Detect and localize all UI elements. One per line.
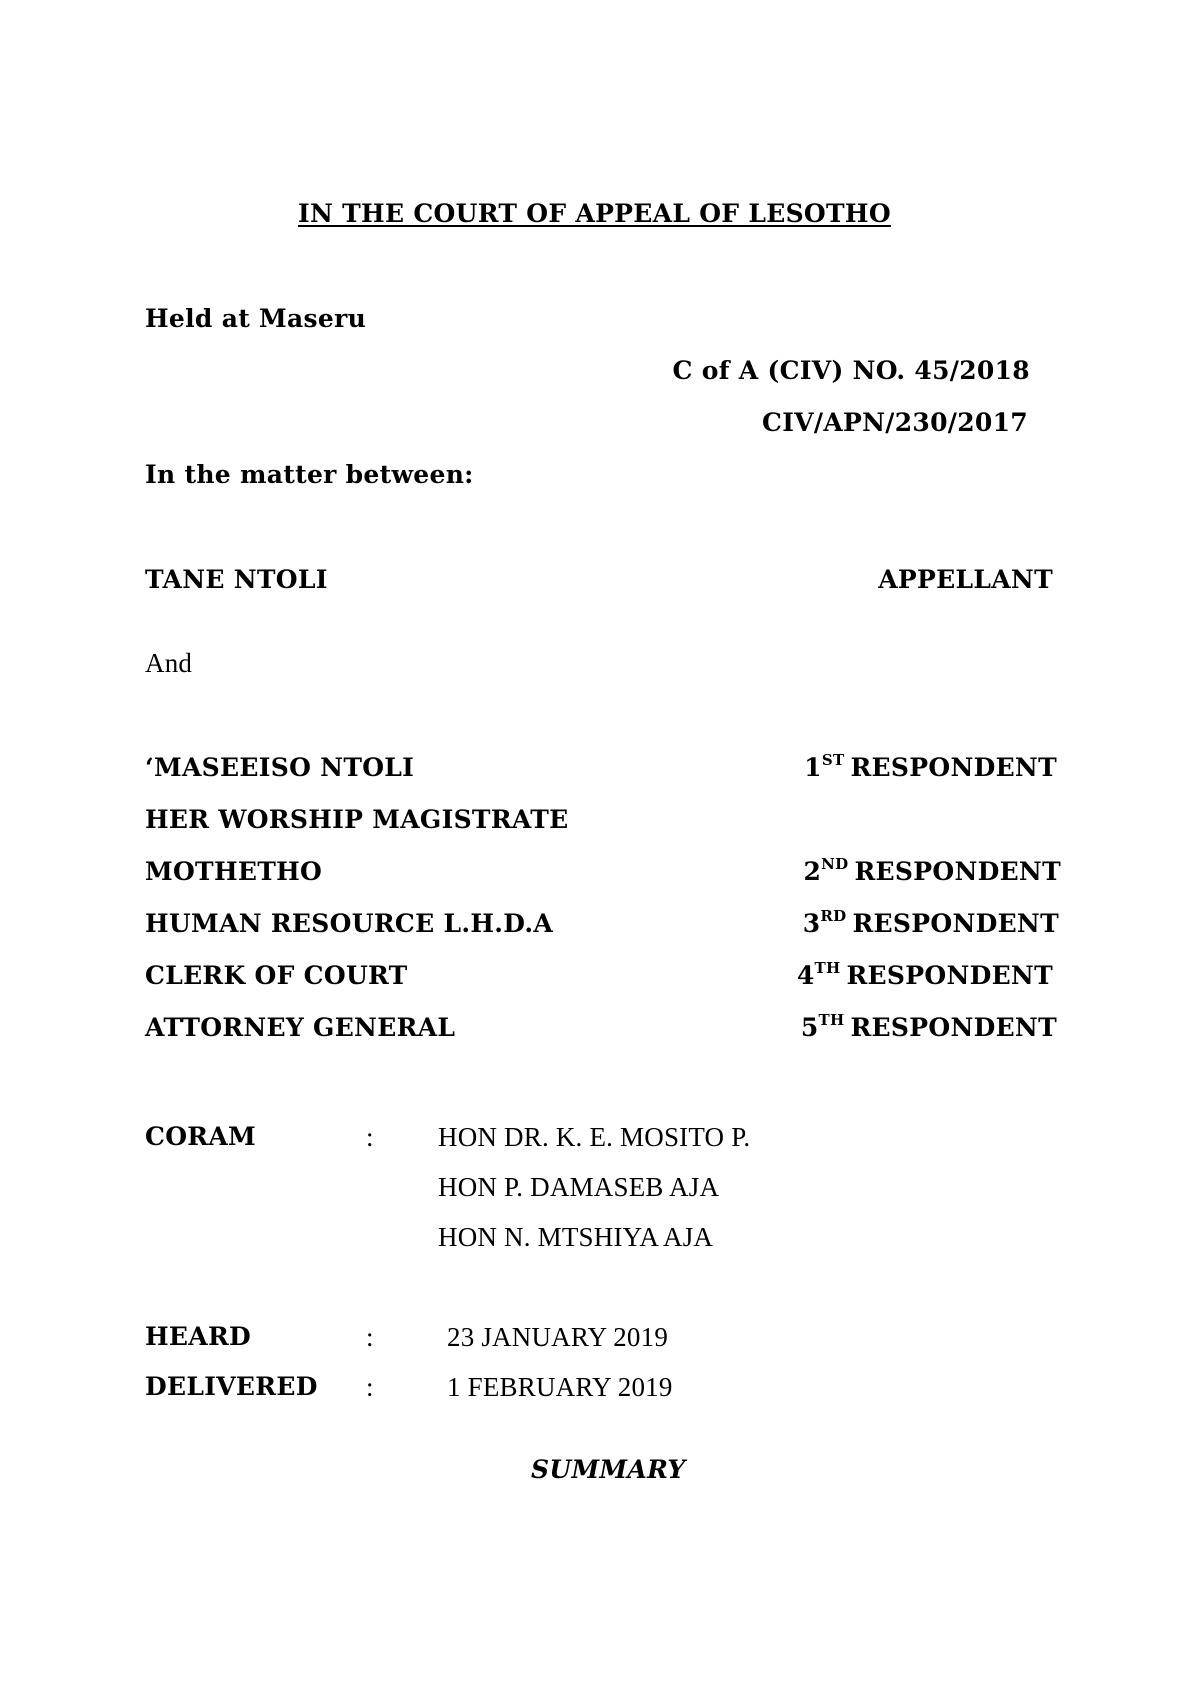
- coram-judge-1: HON DR. K. E. MOSITO P.: [438, 1122, 751, 1152]
- court-title: IN THE COURT OF APPEAL OF LESOTHO: [298, 199, 891, 228]
- coram-label: CORAM: [145, 1122, 257, 1151]
- respondent-5-name: ATTORNEY GENERAL: [145, 1013, 456, 1042]
- heard-label: HEARD: [145, 1322, 252, 1351]
- ordinal-suffix: TH: [818, 1011, 845, 1029]
- role-label: RESPONDENT: [846, 961, 1053, 990]
- summary-heading: SUMMARY: [531, 1455, 686, 1484]
- case-number-high-court: CIV/APN/230/2017: [762, 408, 1028, 437]
- role-label: RESPONDENT: [854, 857, 1061, 886]
- case-number-appeal: C of A (CIV) NO. 45/2018: [672, 356, 1030, 385]
- matter-between: In the matter between:: [145, 460, 474, 489]
- and-label: And: [145, 648, 193, 678]
- ordinal-suffix: TH: [814, 959, 841, 977]
- heard-date: 23 JANUARY 2019: [447, 1322, 669, 1352]
- coram-judge-2: HON P. DAMASEB AJA: [438, 1172, 720, 1202]
- respondent-1-role: [804, 753, 1057, 783]
- ordinal-number: 1: [804, 753, 822, 782]
- coram-colon: :: [366, 1122, 374, 1152]
- respondent-3-name: HUMAN RESOURCE L.H.D.A: [145, 909, 554, 938]
- respondent-4-role: [797, 961, 1053, 991]
- respondent-2-role: [803, 857, 1061, 887]
- ordinal-number: 3: [802, 909, 821, 938]
- ordinal-number: 2: [803, 857, 822, 886]
- ordinal-suffix: ST: [821, 751, 845, 769]
- delivered-label: DELIVERED: [145, 1372, 318, 1401]
- respondent-3-role: [803, 909, 1059, 939]
- respondent-2-name-line1: HER WORSHIP MAGISTRATE: [145, 805, 569, 834]
- ordinal-suffix: RD: [820, 907, 847, 925]
- held-at: Held at Maseru: [145, 304, 367, 333]
- appellant-role: APPELLANT: [878, 565, 1053, 594]
- role-label: RESPONDENT: [850, 1013, 1057, 1042]
- coram-judge-3: HON N. MTSHIYA AJA: [438, 1222, 714, 1252]
- respondent-5-role: [801, 1013, 1057, 1043]
- respondent-1-name: ‘MASEEISO NTOLI: [145, 753, 415, 782]
- respondent-2-name: MOTHETHO: [145, 857, 323, 886]
- heard-colon: :: [366, 1322, 374, 1352]
- delivered-colon: :: [366, 1372, 374, 1402]
- ordinal-number: 5: [800, 1013, 819, 1042]
- respondent-4-name: CLERK OF COURT: [145, 961, 408, 990]
- role-label: RESPONDENT: [850, 753, 1057, 782]
- appellant-name: TANE NTOLI: [145, 565, 328, 594]
- delivered-date: 1 FEBRUARY 2019: [447, 1372, 673, 1402]
- ordinal-suffix: ND: [821, 855, 849, 873]
- ordinal-number: 4: [796, 961, 815, 990]
- role-label: RESPONDENT: [852, 909, 1059, 938]
